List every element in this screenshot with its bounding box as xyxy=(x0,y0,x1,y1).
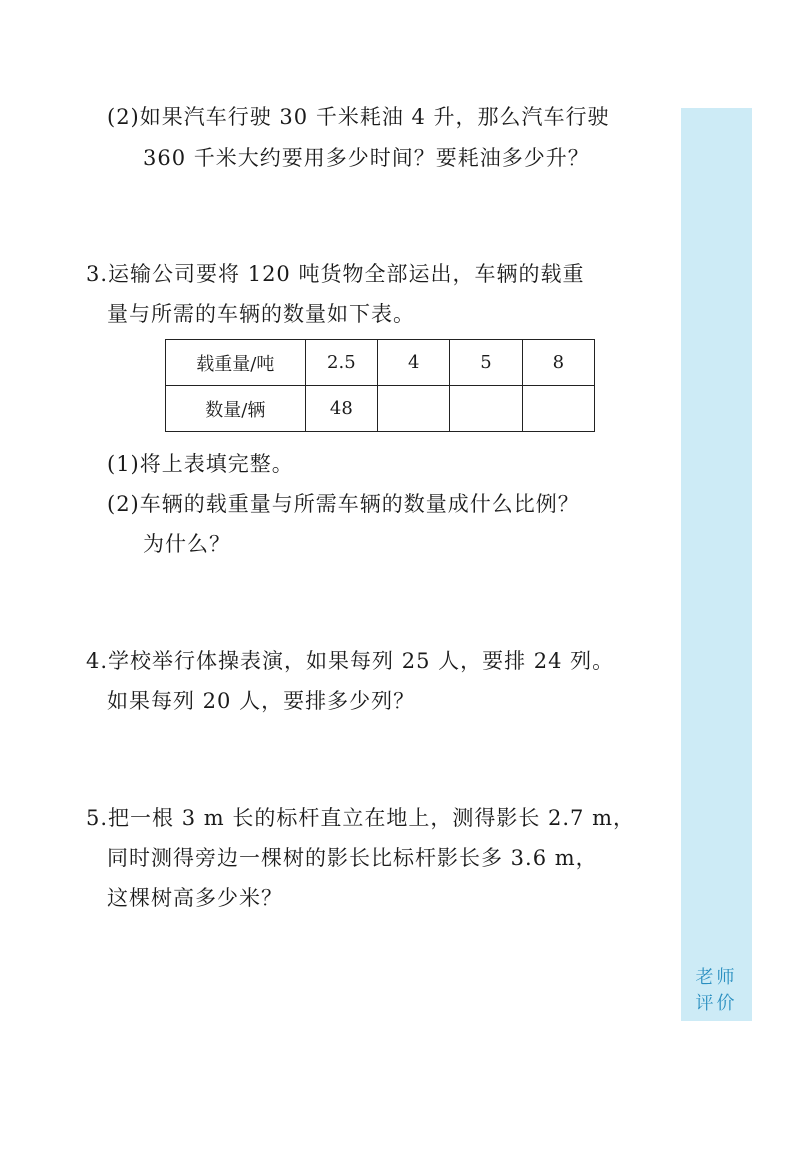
problem3-line1: 3.运输公司要将 120 吨货物全部运出，车辆的载重 xyxy=(86,262,585,286)
problem5-line2: 同时测得旁边一棵树的影长比标杆影长多 3.6 m， xyxy=(107,846,598,870)
problem4-line2: 如果每列 20 人，要排多少列？ xyxy=(107,689,416,713)
problem4-line1: 4.学校举行体操表演，如果每列 25 人，要排 24 列。 xyxy=(86,649,615,673)
problem3-part2-line1: (2)车辆的载重量与所需车辆的数量成什么比例？ xyxy=(107,492,580,516)
problem3-part1: (1)将上表填完整。 xyxy=(107,452,294,476)
table-cell: 48 xyxy=(305,386,377,432)
table-cell: 载重量/吨 xyxy=(166,340,306,386)
sidebar-label-line1: 老师 xyxy=(695,967,738,988)
table-cell: 2.5 xyxy=(305,340,377,386)
problem3-line2: 量与所需的车辆的数量如下表。 xyxy=(107,302,415,326)
sidebar-label-line2: 评价 xyxy=(695,993,738,1014)
problem3-part2-line2: 为什么？ xyxy=(143,532,231,556)
problem5-line1: 5.把一根 3 m 长的标杆直立在地上，测得影长 2.7 m， xyxy=(86,806,635,830)
table-cell: 数量/辆 xyxy=(166,386,306,432)
teacher-evaluation-sidebar xyxy=(681,108,752,1021)
problem5-line3: 这棵树高多少米？ xyxy=(107,886,283,910)
table-cell xyxy=(378,386,450,432)
table-row xyxy=(166,386,595,432)
table-cell: 4 xyxy=(378,340,450,386)
table-row xyxy=(166,340,595,386)
table-cell: 8 xyxy=(522,340,594,386)
problem2-part2-line1: (2)如果汽车行驶 30 千米耗油 4 升，那么汽车行驶 xyxy=(107,105,610,129)
problem2-part2-line2: 360 千米大约要用多少时间？要耗油多少升？ xyxy=(143,146,590,170)
table-cell: 5 xyxy=(450,340,522,386)
load-vehicle-table xyxy=(165,339,595,432)
table-cell xyxy=(450,386,522,432)
table-cell xyxy=(522,386,594,432)
